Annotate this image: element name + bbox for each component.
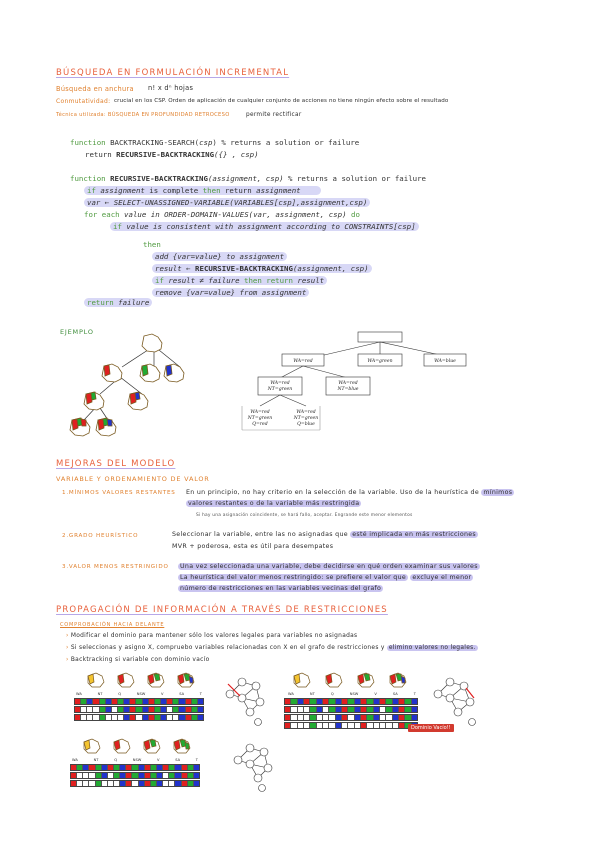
lcv-line-3: número de restricciones en las variables vecinas del grafo [180,585,382,592]
lcv-label: 3.VALOR MENOS RESTRINGIDO [62,564,169,570]
domain-empty-badge: Dominio Vacío!! [408,724,454,732]
node-q-red-2: NT=green [247,416,273,421]
node-wa-red-nt-blue-2: NT=blue [337,387,359,392]
node-q-blue-3: Q=blue [297,422,315,427]
fc-state-labels-2: WA NT Q NSW V SA T [288,692,416,696]
assignment-search-tree [240,330,540,440]
fc-domain-bars-1 [74,698,204,721]
example-label: EJEMPLO [60,328,94,336]
forward-checking-subtitle: COMPROBACIÓN HACIA DELANTE [60,622,165,628]
node-q-red-3: Q=red [252,422,268,427]
code-line-8: then [143,240,161,249]
code-line-2: return RECURSIVE-BACKTRACKING({} , csp) [85,150,259,159]
bfs-value: n! x dⁿ hojas [148,84,194,92]
variable-ordering-subtitle: VARIABLE Y ORDENAMIENTO DE VALOR [56,475,210,483]
fc-state-labels-3: WA NT Q NSW V SA T [72,758,198,762]
fc-map-row-2 [290,670,420,692]
code-line-1: function BACKTRACKING-SEARCH(csp) % returns a solution or failure [70,138,360,147]
node-q-red-1: WA=red [250,410,270,415]
node-wa-blue: WA=blue [434,359,456,364]
section-title-improvements: MEJORAS DEL MODELO [56,459,176,469]
code-line-12: remove {var=value} from assignment [152,288,309,297]
fc-bullet-3: › Backtracking si variable con dominio vacío [66,657,210,663]
fc-domain-bars-2 [284,698,418,729]
fc-domain-bars-3 [70,764,200,787]
degree-heuristic-line-1: Seleccionar la variable, entre las no asignadas que esté implicada en más restricciones [172,531,477,538]
code-line-4: if assignment is complete then return assignment [84,186,321,195]
node-wa-red: WA=red [293,359,313,364]
mrv-line-2: valores restantes o de la variable más restringida [188,500,360,507]
mrv-label: 1.MÍNIMOS VALORES RESTANTES [62,490,176,496]
node-wa-red-nt-blue-1: WA=red [338,381,358,386]
map-search-tree [62,332,212,452]
section-title-propagation: PROPAGACIÓN DE INFORMACIÓN A TRAVÉS DE RESTRICCIONES [56,605,388,615]
mrv-line-1: En un principio, no hay criterio en la selección de la variable. Uso de la heurística de mínimos [186,489,513,496]
node-wa-red-nt-green-1: WA=red [270,381,290,386]
code-line-3: function RECURSIVE-BACKTRACKING(assignment, csp) % returns a solution or failure [70,174,426,183]
code-line-5: var ← SELECT-UNASSIGNED-VARIABLE(VARIABLES[csp],assignment,csp) [84,198,370,207]
code-line-13: return failure [84,298,152,307]
commutativity-text: crucial en los CSP. Orden de aplicación de cualquier conjunto de acciones no tiene ningún efecto sobre el resultado [114,98,449,104]
section-title-incremental: BÚSQUEDA EN FORMULACIÓN INCREMENTAL [56,68,290,78]
fc-map-row-1 [84,670,204,692]
technique-value: permite rectificar [246,112,302,118]
fc-state-labels-1: WA NT Q NSW V SA T [76,692,202,696]
code-line-6: for each value in ORDER-DOMAIN-VALUES(var, assignment, csp) do [84,210,360,219]
node-wa-red-nt-green-2: NT=green [267,387,293,392]
constraint-graph-2 [428,672,484,728]
node-wa-green: WA=green [367,359,393,364]
constraint-graph-1 [220,672,270,728]
fc-bullet-2: › Si seleccionas y asigno X, compruebo variables relacionadas con X en el grafo de restricciones y elimino valores no legales. [66,645,476,651]
fc-map-row-3 [80,736,200,758]
constraint-graph-3 [228,738,278,794]
node-q-blue-2: NT=green [293,416,319,421]
commutativity-label: Conmutatividad: [56,98,111,105]
bfs-label: Búsqueda en anchura [56,85,134,93]
mrv-note: Si hay una asignación coincidente, se hará fallo, aceptar. Engrande este menor elementos [196,513,413,518]
lcv-line-1: Una vez seleccionada una variable, debe decidirse en qué orden examinar sus valores [180,563,478,570]
fc-bullet-1: › Modificar el dominio para mantener sólo los valores legales para variables no asignadas [66,633,358,639]
technique-label: Técnica utilizada: BÚSQUEDA EN PROFUNDIDAD RETROCESO [56,112,230,118]
code-line-7: if value is consistent with assignment according to CONSTRAINTS[csp] [110,222,419,231]
australia-map-icon [70,334,184,436]
lcv-line-2: La heurística del valor menos restringido: se prefiere el valor que excluye el menor [180,574,472,581]
node-q-blue-1: WA=red [296,410,316,415]
degree-heuristic-label: 2.GRADO HEURÍSTICO [62,533,139,539]
code-line-10: result ← RECURSIVE-BACKTRACKING(assignment, csp) [152,264,372,273]
code-line-11: if result ≠ failure then return result [152,276,327,285]
code-line-9: add {var=value} to assignment [152,252,287,261]
degree-heuristic-line-2: MVR + poderosa, esta es útil para desempates [172,543,334,550]
